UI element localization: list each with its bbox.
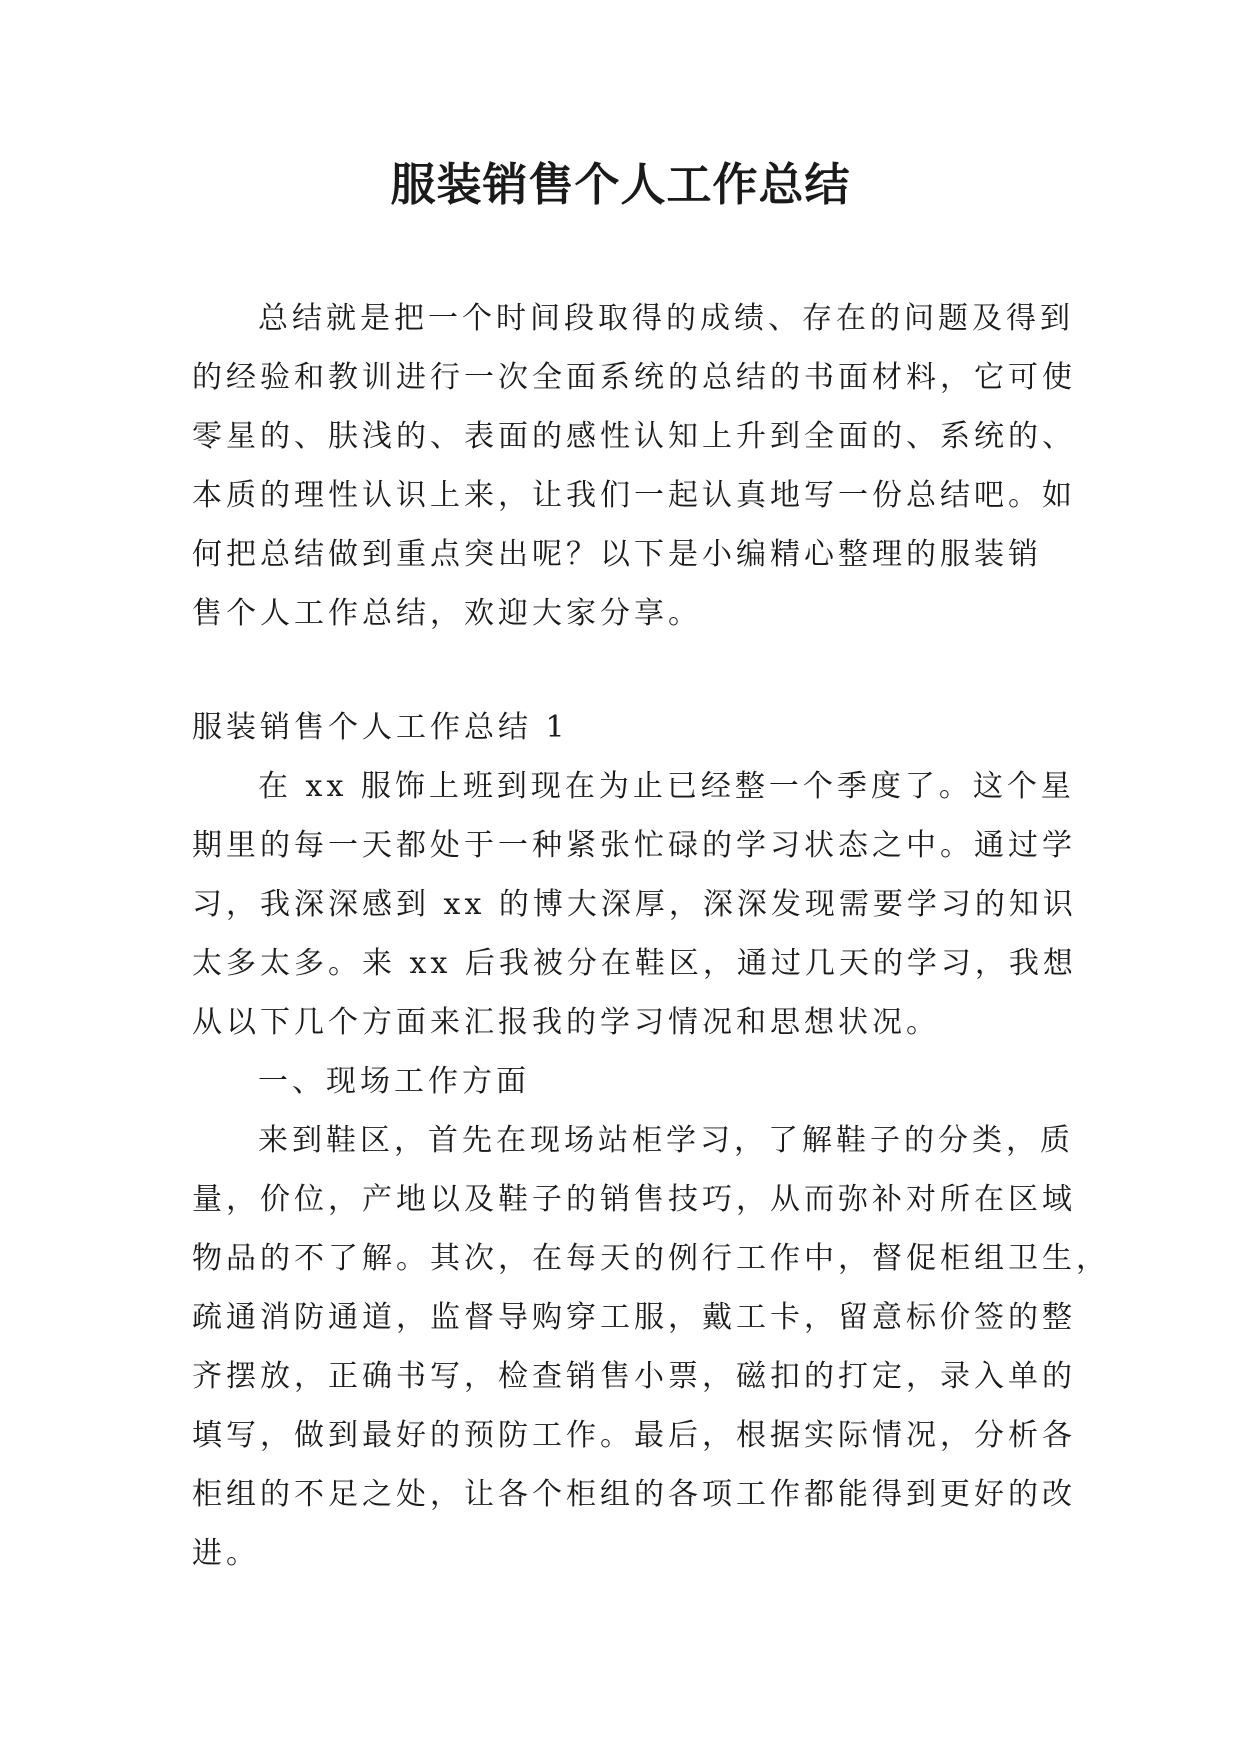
intro-line: 的经验和教训进行一次全面系统的总结的书面材料，它可使 xyxy=(192,360,1076,395)
paragraph-line: 在 xx 服饰上班到现在为止已经整一个季度了。这个星 xyxy=(258,769,1075,804)
paragraph-line: 来到鞋区，首先在现场站柜学习，了解鞋子的分类，质 xyxy=(258,1123,1074,1158)
section-heading: 服装销售个人工作总结 1 xyxy=(192,710,569,745)
intro-line: 总结就是把一个时间段取得的成绩、存在的问题及得到 xyxy=(258,301,1074,336)
paragraph-line: 物品的不了解。其次，在每天的例行工作中，督促柜组卫生， xyxy=(192,1241,1110,1276)
section-1 xyxy=(192,698,1110,1583)
intro-line: 零星的、肤浅的、表面的感性认知上升到全面的、系统的、 xyxy=(192,419,1076,454)
paragraph-line: 期里的每一天都处于一种紧张忙碌的学习状态之中。通过学 xyxy=(192,828,1076,863)
paragraph-line: 从以下几个方面来汇报我的学习情况和思想状况。 xyxy=(192,1005,940,1040)
intro-paragraph xyxy=(192,289,1076,643)
document-title: 服装销售个人工作总结 xyxy=(390,158,851,211)
paragraph-line: 填写，做到最好的预防工作。最后，根据实际情况，分析各 xyxy=(192,1418,1076,1453)
intro-line: 本质的理性认识上来，让我们一起认真地写一份总结吧。如 xyxy=(192,478,1076,513)
intro-line: 售个人工作总结，欢迎大家分享。 xyxy=(192,596,702,631)
paragraph-line: 太多太多。来 xx 后我被分在鞋区，通过几天的学习，我想 xyxy=(192,946,1077,981)
paragraph-line: 进。 xyxy=(192,1536,260,1571)
paragraph-line: 量，价位，产地以及鞋子的销售技巧，从而弥补对所在区域 xyxy=(192,1182,1076,1217)
paragraph-line: 疏通消防通道，监督导购穿工服，戴工卡，留意标价签的整 xyxy=(192,1300,1076,1335)
paragraph-line: 齐摆放，正确书写，检查销售小票，磁扣的打定，录入单的 xyxy=(192,1359,1076,1394)
subheading: 一、现场工作方面 xyxy=(258,1064,530,1099)
paragraph-line: 柜组的不足之处，让各个柜组的各项工作都能得到更好的改 xyxy=(192,1477,1076,1512)
intro-line: 何把总结做到重点突出呢？以下是小编精心整理的服装销 xyxy=(192,537,1042,572)
paragraph-line: 习，我深深感到 xx 的博大深厚，深深发现需要学习的知识 xyxy=(192,887,1077,922)
